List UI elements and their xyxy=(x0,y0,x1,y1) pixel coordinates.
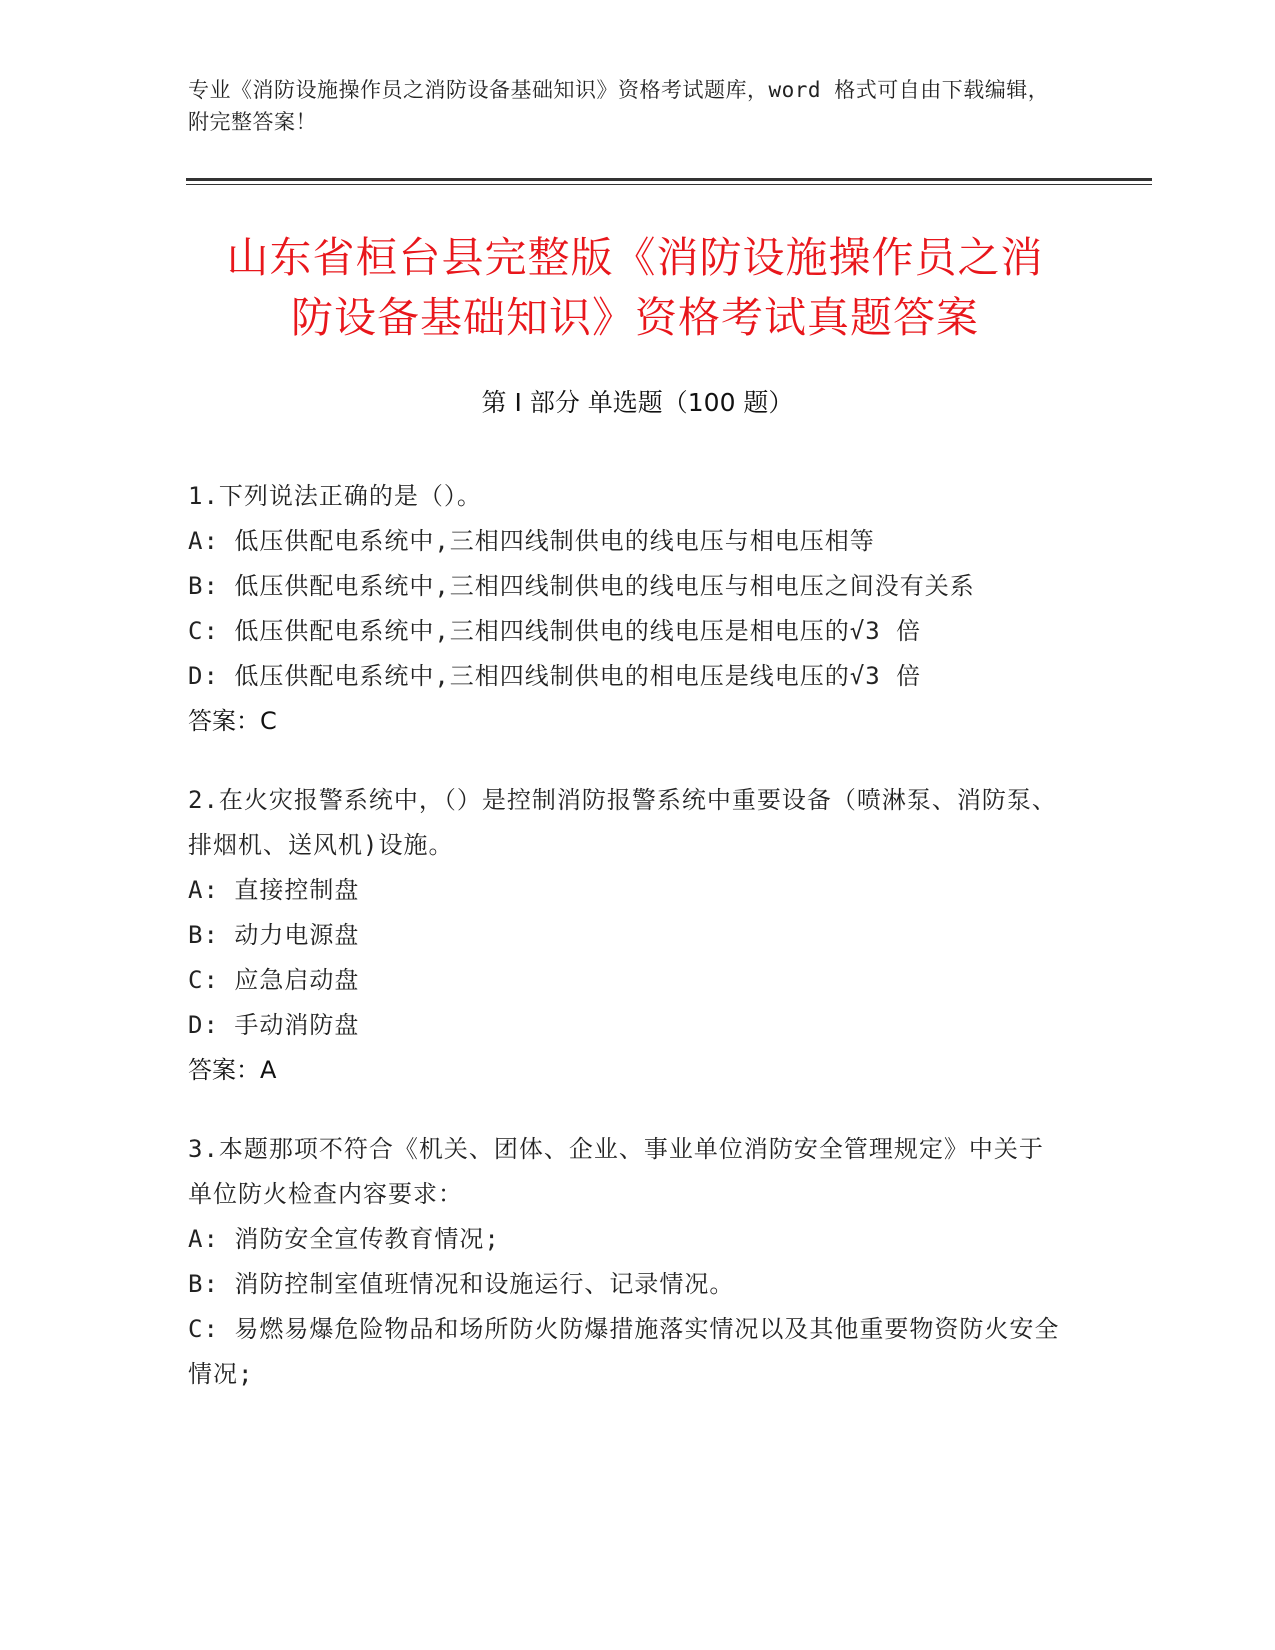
option-c: C: 应急启动盘 xyxy=(188,966,360,994)
question-3 xyxy=(188,1127,1068,1397)
section-title: 第 I 部分 单选题（100 题） xyxy=(481,388,794,417)
option-b: B: 消防控制室值班情况和设施运行、记录情况。 xyxy=(188,1270,735,1298)
document-title-line-2: 防设备基础知识》资格考试真题答案 xyxy=(290,293,979,342)
question-stem: 1.下列说法正确的是（）。 xyxy=(188,482,482,510)
option-d: D: 低压供配电系统中,三相四线制供电的相电压是线电压的√3 倍 xyxy=(188,662,922,690)
answer: 答案：C xyxy=(188,707,277,735)
option-a: A: 低压供配电系统中,三相四线制供电的线电压与相电压相等 xyxy=(188,527,875,555)
option-b: B: 动力电源盘 xyxy=(188,921,360,949)
header-divider-thick xyxy=(186,178,1152,181)
question-stem: 2.在火灾报警系统中，（）是控制消防报警系统中重要设备（喷淋泵、消防泵、排烟机、送风机)设施。 xyxy=(188,786,1057,859)
answer: 答案：A xyxy=(188,1056,277,1084)
option-c: C: 易燃易爆危险物品和场所防火防爆措施落实情况以及其他重要物资防火安全情况; xyxy=(188,1315,1060,1388)
question-stem: 3.本题那项不符合《机关、团体、企业、事业单位消防安全管理规定》中关于单位防火检查内容要求： xyxy=(188,1135,1044,1208)
question-1 xyxy=(188,474,1068,744)
option-a: A: 消防安全宣传教育情况; xyxy=(188,1225,500,1253)
header-divider-thin xyxy=(186,184,1152,185)
option-b: B: 低压供配电系统中,三相四线制供电的线电压与相电压之间没有关系 xyxy=(188,572,975,600)
option-d: D: 手动消防盘 xyxy=(188,1011,360,1039)
document-title xyxy=(170,228,1100,348)
question-list xyxy=(188,474,1068,1431)
question-2 xyxy=(188,778,1068,1093)
option-c: C: 低压供配电系统中,三相四线制供电的线电压是相电压的√3 倍 xyxy=(188,617,922,645)
header-note: 专业《消防设施操作员之消防设备基础知识》资格考试题库，word 格式可自由下载编辑，附完整答案！ xyxy=(188,78,1050,134)
option-a: A: 直接控制盘 xyxy=(188,876,360,904)
document-title-line-1: 山东省桓台县完整版《消防设施操作员之消 xyxy=(226,233,1044,282)
